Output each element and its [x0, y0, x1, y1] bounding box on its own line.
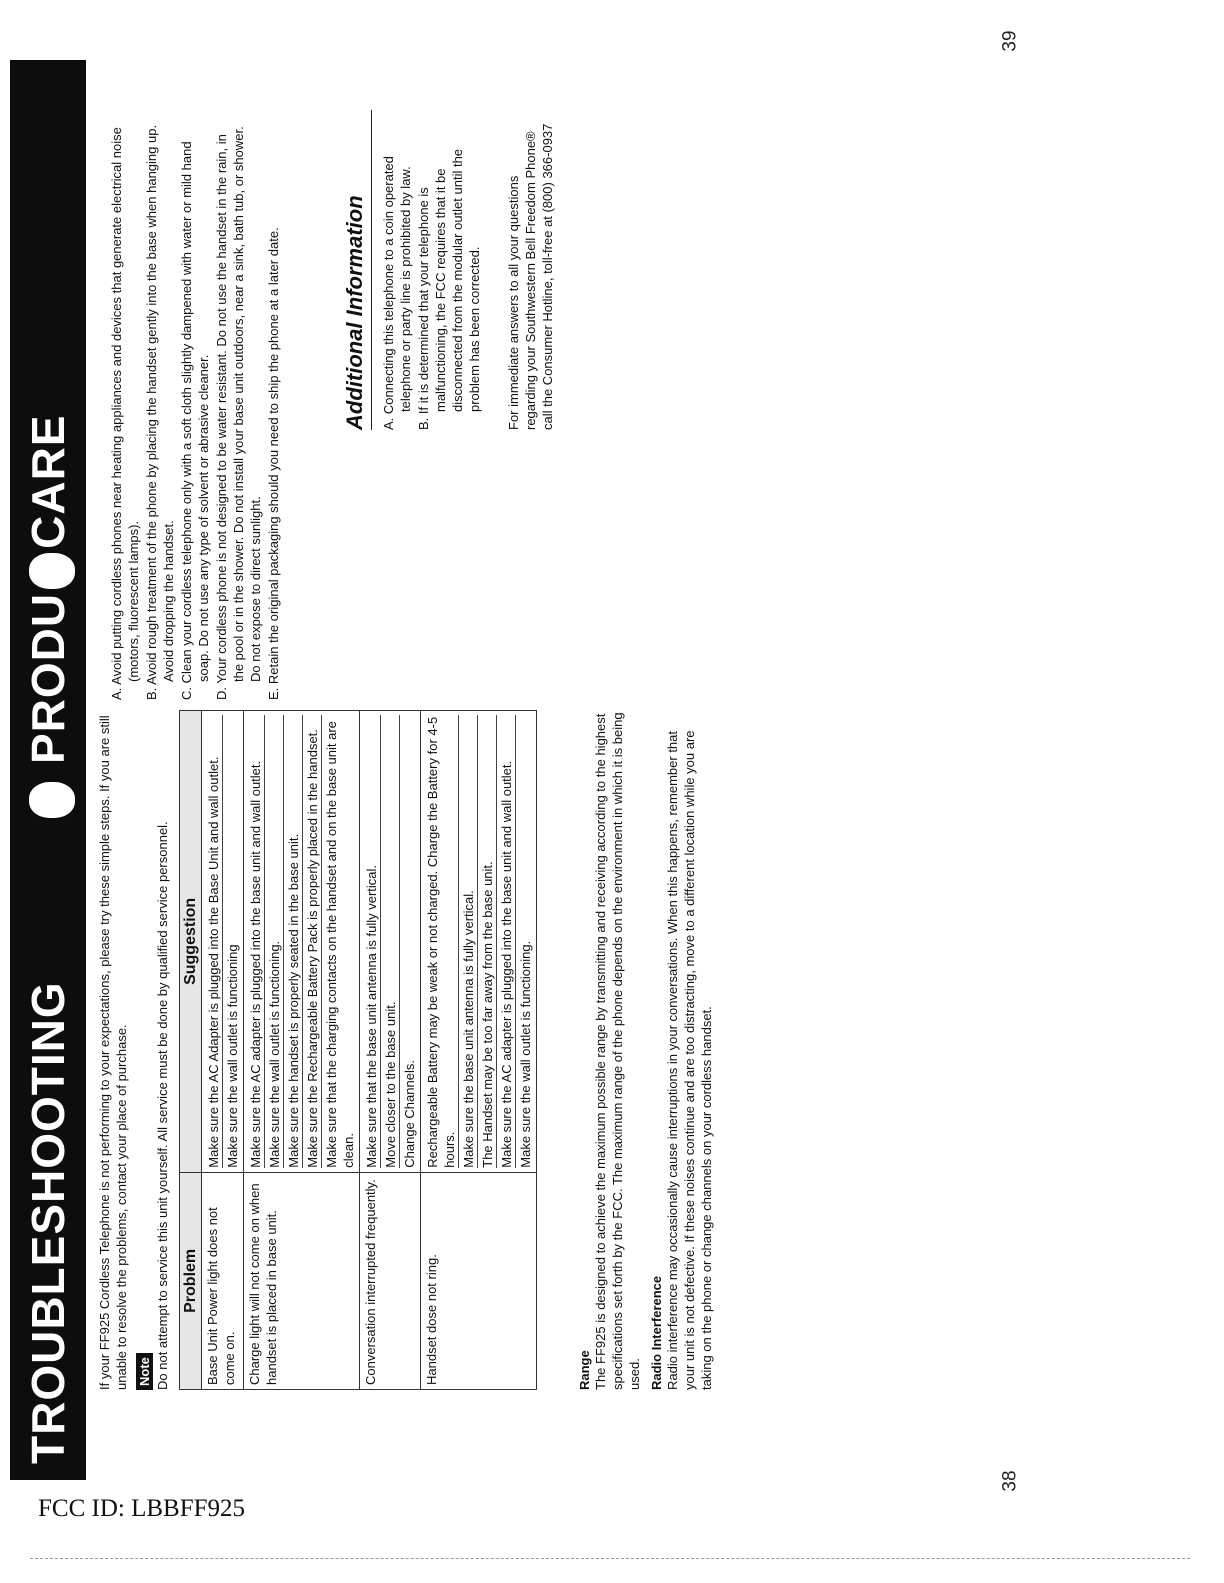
scan-edge-line [30, 1558, 1190, 1559]
list-item: B. Avoid rough treatment of the phone by placing the handset gently into the base when hanging up. Avoid dropping the handset. [144, 124, 176, 700]
suggestion-line: Change Channels. [399, 715, 418, 1168]
note-text: Do not attempt to service this unit yourself. All service must be done by qualified service personnel. [155, 821, 170, 1390]
range-heading: Range [577, 1350, 592, 1390]
suggestion-line: Make sure the AC adapter is plugged into the base unit and wall outlet. [248, 760, 263, 1168]
suggestion-line: Make sure the wall outlet is functioning. [264, 715, 283, 1168]
additional-info-title: Additional Information [342, 110, 372, 430]
range-text: The FF925 is designed to achieve the maximum possible range by transmitting and receiving according to the highest specifications set forth by the FCC. The maximum range of the phone depends on the environment in which it is being used. [593, 712, 642, 1390]
table-row [360, 711, 421, 1390]
troubleshooting-table [179, 710, 537, 1390]
suggestion-line: Make sure the wall outlet is functioning [222, 715, 241, 1168]
suggestion-line: Make sure the wall outlet is functioning. [515, 715, 534, 1168]
problem-cell: Handset dose not ring. [421, 1172, 537, 1389]
smudge-mark [29, 782, 75, 818]
hotline-text: For immediate answers to all your questions regarding your Southwestern Bell Freedom Phone® call the Consumer Hotline, toll-free at (800) 366-0937 [506, 123, 555, 430]
radio-text: Radio interference may occasionally cause interruptions in your conversations. When this happens, remember that your unit is not defective. If these noises continue and are too distracting, move to a different location while you are taking on the phone or change channels on your cordless handset. [665, 730, 714, 1390]
note-label: Note [136, 1353, 153, 1390]
page-number-left: 38 [999, 1470, 1021, 1492]
suggestion-line: Make sure the base unit antenna is fully vertical. [458, 715, 477, 1168]
fcc-id-label: FCC ID: LBBFF925 [38, 1495, 246, 1522]
product-care-page [10, 60, 1010, 780]
list-item: B. If it is determined that your telephone is malfunctioning, the FCC requires that it be disconnected from the modular outlet until the problem has been corrected. [416, 148, 482, 430]
problem-cell: Charge light will not come on when handset is placed in base unit. [244, 1172, 360, 1389]
problem-header: Problem [180, 1172, 202, 1389]
troubleshooting-title: TROUBLESHOOTING [22, 981, 74, 1464]
care-list [108, 120, 282, 700]
list-item: E. Retain the original packaging should you need to ship the phone at a later date. [266, 227, 281, 700]
suggestion-line: Make sure the AC adapter is plugged into the base unit and wall outlet. [496, 715, 515, 1168]
radio-heading: Radio Interference [649, 1275, 664, 1390]
suggestion-line: Rechargeable Battery may be weak or not charged. Charge the Battery for 4-5 hours. [425, 716, 457, 1168]
suggestion-line: The Handset may be too far away from the base unit. [477, 715, 496, 1168]
product-care-title-left: PRODU [22, 592, 74, 764]
list-item: A. Connecting this telephone to a coin operated telephone or party line is prohibited by law. [381, 156, 413, 430]
suggestion-line: Make sure that the base unit antenna is fully vertical. [364, 864, 379, 1168]
suggestion-line: Make sure the handset is properly seated in the base unit. [283, 715, 302, 1168]
suggestion-line: Make sure that the charging contacts on the handset and on the base unit are clean. [321, 715, 357, 1168]
product-care-banner [10, 60, 86, 780]
smudge-mark [29, 553, 75, 589]
suggestion-line: Move closer to the base unit. [380, 715, 399, 1168]
suggestion-line: Make sure the Rechargeable Battery Pack is properly placed in the handset. [302, 715, 321, 1168]
table-row [244, 711, 360, 1390]
table-row [421, 711, 537, 1390]
list-item: C. Clean your cordless telephone only with a soft cloth slightly dampened with water or mild hand soap. Do not use any type of solvent or abrasive cleaner. [179, 141, 211, 700]
page-number-right: 39 [999, 30, 1021, 52]
intro-text: If your FF925 Cordless Telephone is not performing to your expectations, please try these simple steps. If you are still unable to resolve the problems, contact your place of purchase. [97, 715, 129, 1390]
list-item: A. Avoid putting cordless phones near heating appliances and devices that generate electrical noise (motors, fluorescent lamps). [109, 127, 141, 700]
problem-cell: Conversation interrupted frequently. [360, 1172, 421, 1389]
additional-list [380, 120, 483, 430]
table-row [202, 711, 244, 1390]
product-care-title-right: CARE [22, 414, 74, 549]
suggestion-header: Suggestion [180, 711, 202, 1173]
suggestion-line: Make sure the AC Adapter is plugged into the Base Unit and wall outlet. [206, 756, 221, 1168]
problem-cell: Base Unit Power light does not come on. [202, 1172, 244, 1389]
list-item: D. Your cordless phone is not designed to be water resistant. Do not use the handset in the rain, in the pool or in the shower. Do not install your base unit outdoors, near a sink, bath tub, or shower. Do not expose to direct sunlight. [214, 126, 263, 700]
